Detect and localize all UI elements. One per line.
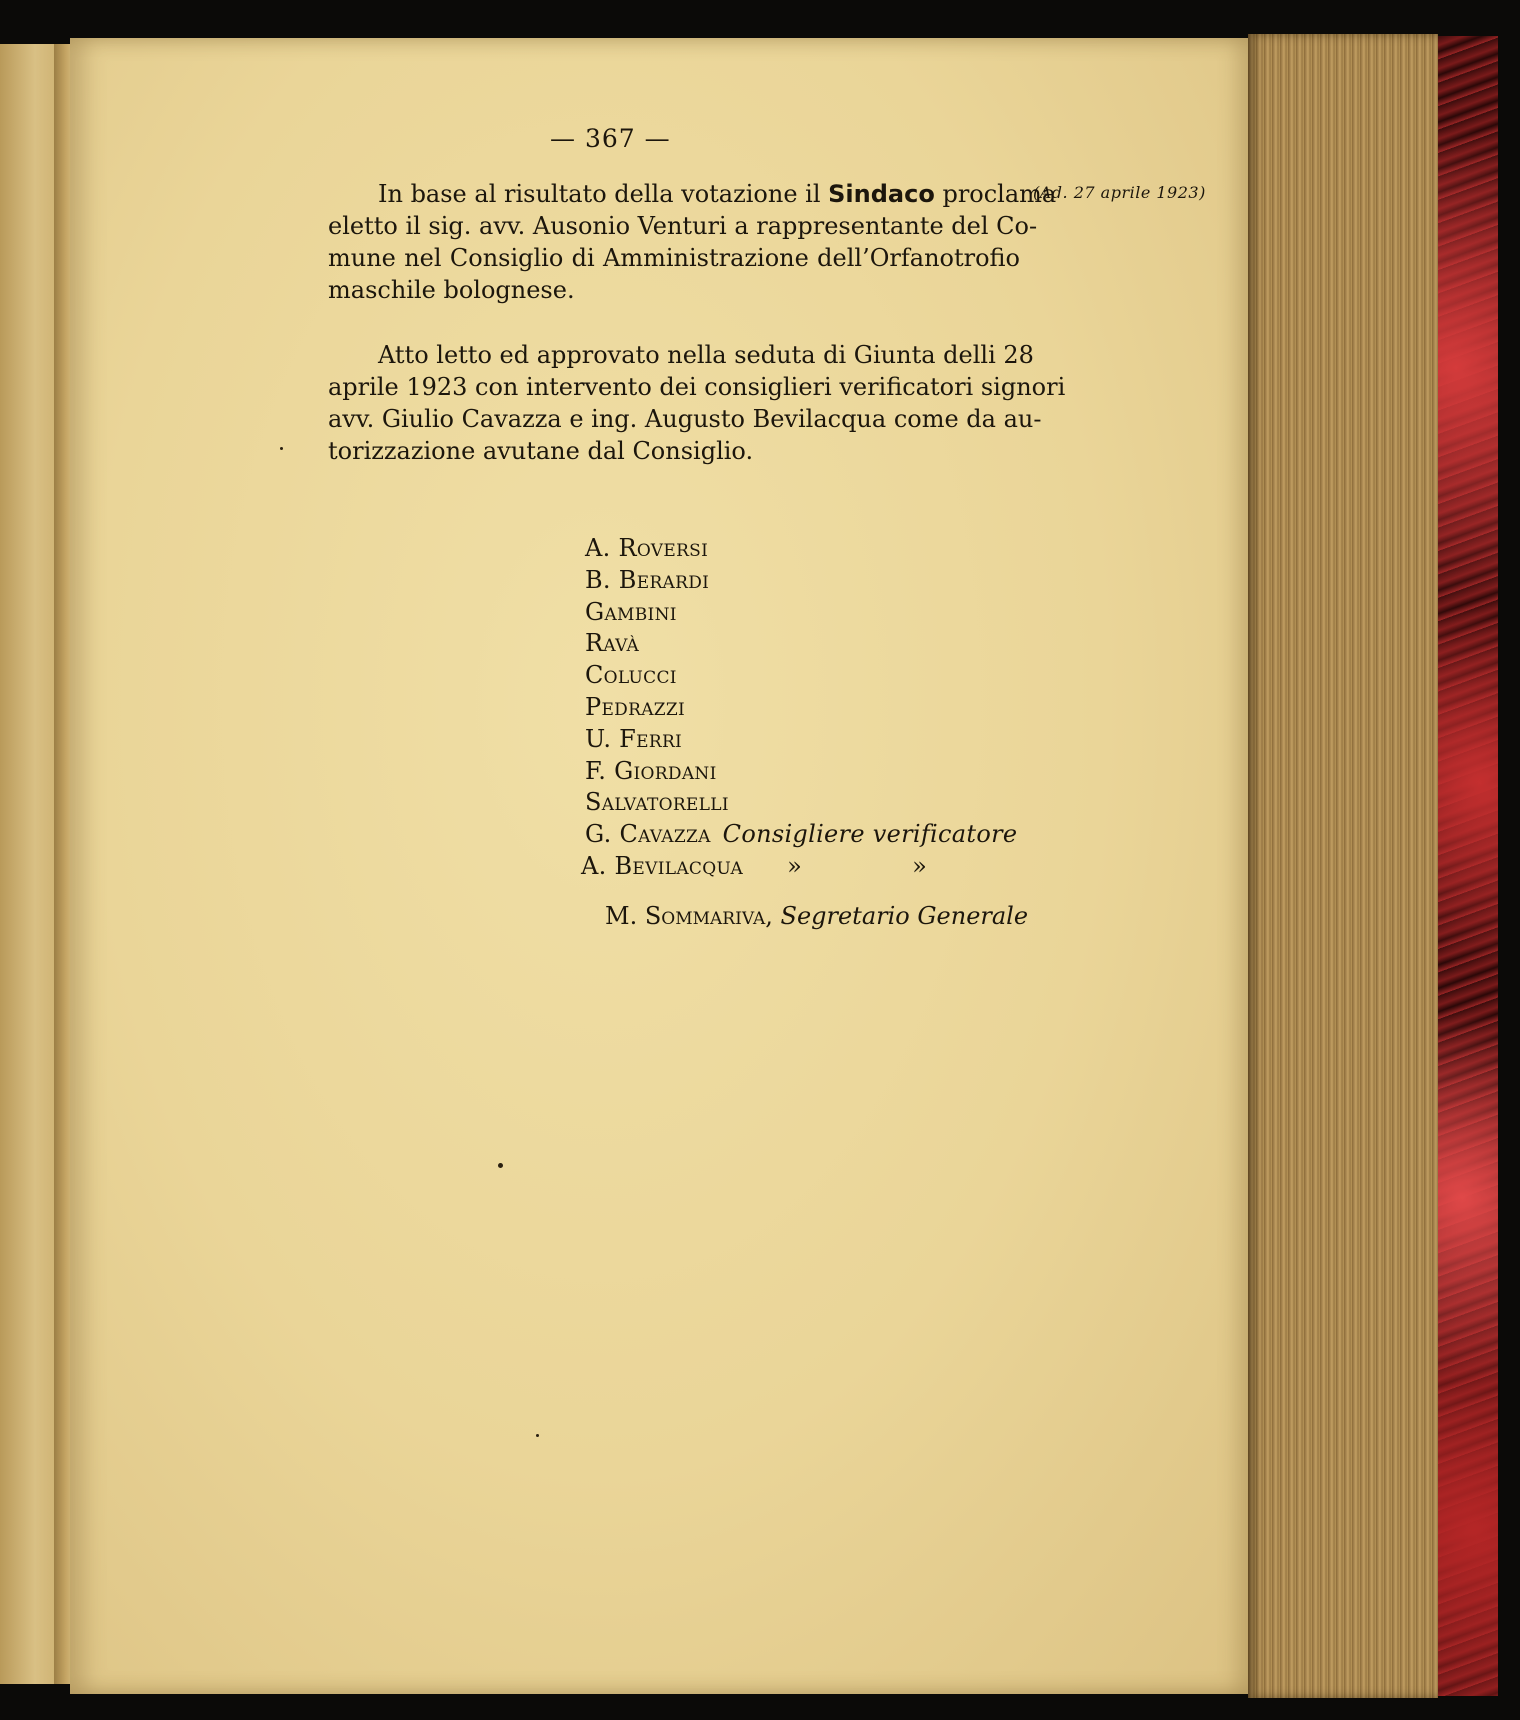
signatory: A. Roversi [585, 534, 709, 562]
paragraph-line: Atto letto ed approvato nella seduta di Giunta delli 28 [378, 341, 1034, 369]
ditto-mark: » [912, 851, 928, 880]
verifier-name: A. Bevilacqua [581, 851, 744, 880]
signatory: F. Giordani [585, 756, 717, 785]
paragraph-approval [328, 339, 1066, 467]
verifier-cavazza [585, 819, 1017, 851]
ink-speck [280, 447, 283, 450]
signatory: Pedrazzi [585, 692, 686, 721]
signatory: U. Ferri [585, 724, 683, 753]
signatory: Salvatorelli [585, 788, 729, 817]
ditto-mark: » [787, 851, 803, 880]
text-segment: proclama [934, 180, 1057, 208]
verifier-name: G. Cavazza [585, 820, 711, 849]
verifier-bevilacqua [581, 851, 1017, 883]
secretary-signature [605, 902, 1028, 930]
secretary-role: Segretario Generale [780, 902, 1029, 930]
paragraph-line: mune nel Consiglio di Amministrazione dell’Orfanotrofio [328, 244, 1020, 272]
margin-note: (Ad. 27 aprile 1923) [1033, 183, 1206, 202]
ink-speck [536, 1434, 539, 1437]
page-number: — 367 — [550, 124, 671, 153]
verifier-role: Consigliere verificatore [722, 820, 1018, 849]
paragraph-election [328, 178, 1057, 306]
page-block-edges [1248, 34, 1438, 1698]
paragraph-line [328, 178, 1057, 210]
ink-speck [498, 1163, 503, 1168]
signatory: Gambini [585, 597, 677, 626]
paragraph-line: maschile bolognese. [328, 276, 575, 304]
signatories-list [581, 533, 1018, 883]
sindaco-bold: Sindaco [828, 180, 935, 208]
text-segment: In base al risultato della votazione il [378, 180, 829, 208]
paragraph-line: torizzazione avutane dal Consiglio. [328, 437, 754, 465]
signatory: Colucci [585, 661, 677, 690]
paragraph-line: aprile 1923 con intervento dei consiglieri verificatori signori [328, 373, 1066, 401]
book-cover-edge [1438, 36, 1498, 1696]
signatory: B. Berardi [585, 565, 710, 594]
paragraph-line: eletto il sig. avv. Ausonio Venturi a rappresentante del Co- [328, 212, 1038, 240]
signatory: Ravà [585, 629, 640, 658]
paragraph-line: avv. Giulio Cavazza e ing. Augusto Bevilacqua come da au- [328, 405, 1042, 433]
secretary-name: M. Sommariva, [605, 902, 773, 930]
